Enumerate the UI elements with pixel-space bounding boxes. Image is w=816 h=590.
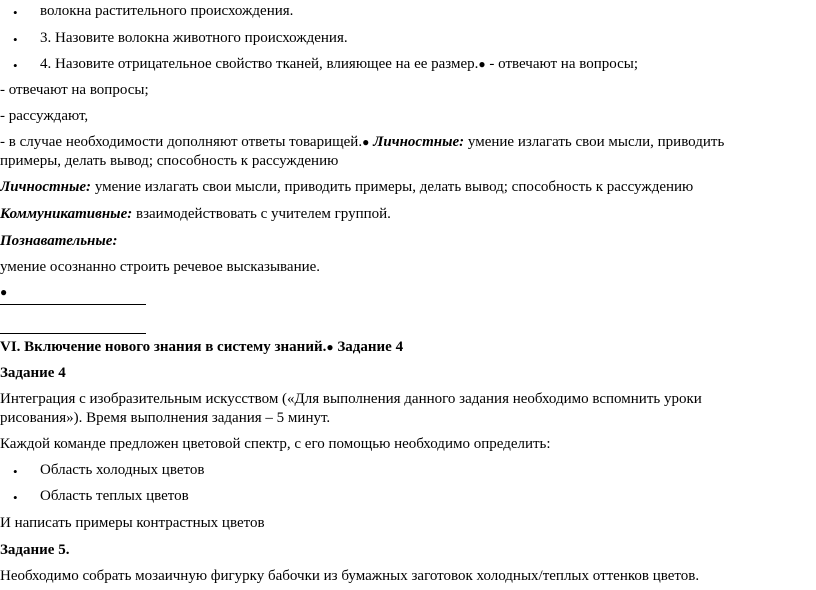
task4-text: Интеграция с изобразительным искусством («Для выполнения данного задания необходимо вспомнить уроки [0,391,702,407]
text-line: - в случае необходимости дополняют ответы товарищей.● Личностные: умение излагать свои мысли, приводить [0,134,725,150]
task4-text: рисования»). Время выполнения задания – 5 минут. [0,410,331,426]
task5-text: Необходимо собрать мозаичную фигурку бабочки из бумажных заготовок холодных/теплых оттенков цветов. [0,568,700,584]
list-item: Область теплых цветов [40,488,189,504]
kommunikativnye-paragraph: Коммуникативные: взаимодействовать с учителем группой. [0,206,391,222]
bullet-marker: • [13,464,18,479]
text-line: - отвечают на вопросы; [0,82,149,98]
text-line: - рассуждают, [0,108,89,124]
text-line: примеры, делать вывод; способность к рассуждению [0,153,339,169]
kommunikativnye-label: Коммуникативные: [0,206,133,222]
lichnostnye-label: Личностные: [373,134,465,150]
task5-title: Задание 5. [0,542,70,558]
list-item: волокна растительного происхождения. [40,3,294,19]
list-item: Область холодных цветов [40,462,205,478]
underline-rule [0,304,146,305]
bullet-marker: • [13,32,18,47]
bullet-marker: ● [326,340,334,354]
bullet-marker: ● [478,57,486,71]
task4-intro: Каждой команде предложен цветовой спектр, с его помощью необходимо определить: [0,436,551,452]
bullet-marker: • [13,490,18,505]
lichnostnye-label: Личностные: [0,179,92,195]
poznavatelnye-label: Познавательные: [0,233,118,249]
bullet-marker: ● [362,135,370,149]
bullet-marker: • [13,5,18,20]
underline-rule [0,333,146,334]
list-item: 4. Назовите отрицательное свойство тканей, влияющее на ее размер.● - отвечают на вопросы; [40,56,639,72]
task4-after: И написать примеры контрастных цветов [0,515,265,531]
poznavatelnye-text: умение осознанно строить речевое высказывание. [0,259,321,275]
lichnostnye-paragraph: Личностные: умение излагать свои мысли, приводить примеры, делать вывод; способность к рассуждению [0,179,694,195]
bullet-marker: • [13,58,18,73]
bullet-marker: ● [0,285,8,299]
section-title: VI. Включение нового знания в систему знаний.● Задание 4 [0,339,404,355]
task4-title: Задание 4 [0,365,66,381]
list-item: 3. Назовите волокна животного происхождения. [40,30,348,46]
